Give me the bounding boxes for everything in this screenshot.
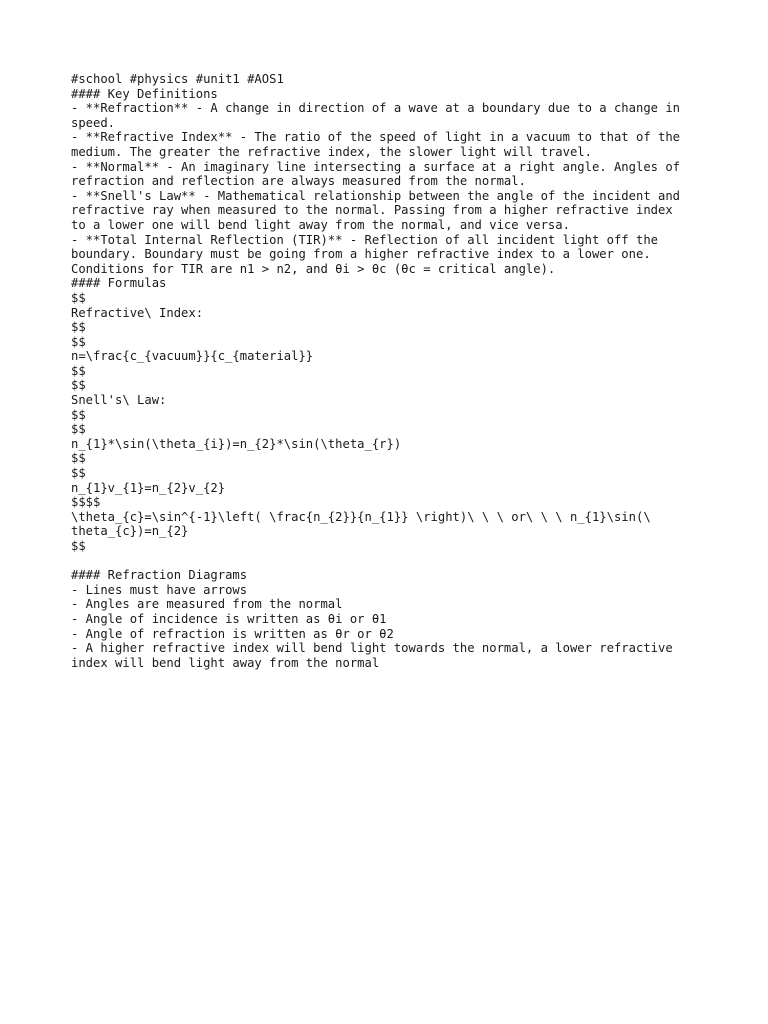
heading-refraction-diagrams: #### Refraction Diagrams <box>71 568 248 583</box>
definition-refractive-index-line-1: - **Refractive Index** - The ratio of the speed of light in a vacuum to that of the <box>71 130 681 145</box>
formula-delimiter: $$ <box>71 378 86 393</box>
formula-velocity-relation: n_{1}v_{1}=n_{2}v_{2} <box>71 480 226 495</box>
formula-delimiter: $$ <box>71 422 86 437</box>
definition-tir-line-1: - **Total Internal Reflection (TIR)** - Reflection of all incident light off the <box>71 232 658 247</box>
diagram-rule-bending-line-2: index will bend light away from the normal <box>71 655 380 670</box>
formula-delimiter: $$$$ <box>71 495 101 510</box>
diagram-rule-arrows: - Lines must have arrows <box>71 582 248 597</box>
diagram-rule-refraction-notation: - Angle of refraction is written as θr or θ2 <box>71 626 394 641</box>
heading-formulas: #### Formulas <box>71 276 167 291</box>
blank-line <box>71 554 711 569</box>
definition-normal-line-2: refraction and reflection are always measured from the normal. <box>71 174 526 189</box>
definition-snells-law-line-3: to a lower one will bend light away from the normal, and vice versa. <box>71 217 570 232</box>
definition-refractive-index-line-2: medium. The greater the refractive index, the slower light will travel. <box>71 144 592 159</box>
formula-delimiter: $$ <box>71 334 86 349</box>
diagram-rule-incidence-notation: - Angle of incidence is written as θi or θ1 <box>71 611 387 626</box>
definition-tir-line-3: Conditions for TIR are n1 > n2, and θi > θc (θc = critical angle). <box>71 261 556 276</box>
formula-snells-law: n_{1}*\sin(\theta_{i})=n_{2}*\sin(\theta_{r}) <box>71 436 402 451</box>
formula-refractive-index-label: Refractive\ Index: <box>71 305 204 320</box>
diagram-rule-bending-line-1: - A higher refractive index will bend light towards the normal, a lower refractive <box>71 641 673 656</box>
definition-snells-law-line-2: refractive ray when measured to the normal. Passing from a higher refractive index <box>71 203 673 218</box>
formula-critical-angle-line-1: \theta_{c}=\sin^{-1}\left( \frac{n_{2}}{n_{1}} \right)\ \ \ or\ \ \ n_{1}\sin(\ <box>71 509 651 524</box>
formula-critical-angle-line-2: theta_{c})=n_{2} <box>71 524 189 539</box>
diagram-rule-angles-normal: - Angles are measured from the normal <box>71 597 343 612</box>
formula-refractive-index: n=\frac{c_{vacuum}}{c_{material}} <box>71 349 314 364</box>
definition-normal-line-1: - **Normal** - An imaginary line intersecting a surface at a right angle. Angles of <box>71 159 681 174</box>
formula-delimiter: $$ <box>71 539 86 553</box>
tags-line: #school #physics #unit1 #AOS1 <box>71 72 284 86</box>
heading-key-definitions: #### Key Definitions <box>71 86 218 101</box>
definition-tir-line-2: boundary. Boundary must be going from a higher refractive index to a lower one. <box>71 247 651 262</box>
definition-refraction-line-2: speed. <box>71 115 116 130</box>
document-body <box>71 72 711 670</box>
formula-delimiter: $$ <box>71 466 86 481</box>
formula-delimiter: $$ <box>71 407 86 422</box>
formula-delimiter: $$ <box>71 290 86 305</box>
formula-delimiter: $$ <box>71 451 86 466</box>
formula-delimiter: $$ <box>71 363 86 378</box>
formula-snells-law-label: Snell's\ Law: <box>71 393 167 408</box>
definition-snells-law-line-1: - **Snell's Law** - Mathematical relationship between the angle of the incident and <box>71 188 681 203</box>
definition-refraction-line-1: - **Refraction** - A change in direction of a wave at a boundary due to a change in <box>71 101 681 116</box>
formula-delimiter: $$ <box>71 320 86 335</box>
